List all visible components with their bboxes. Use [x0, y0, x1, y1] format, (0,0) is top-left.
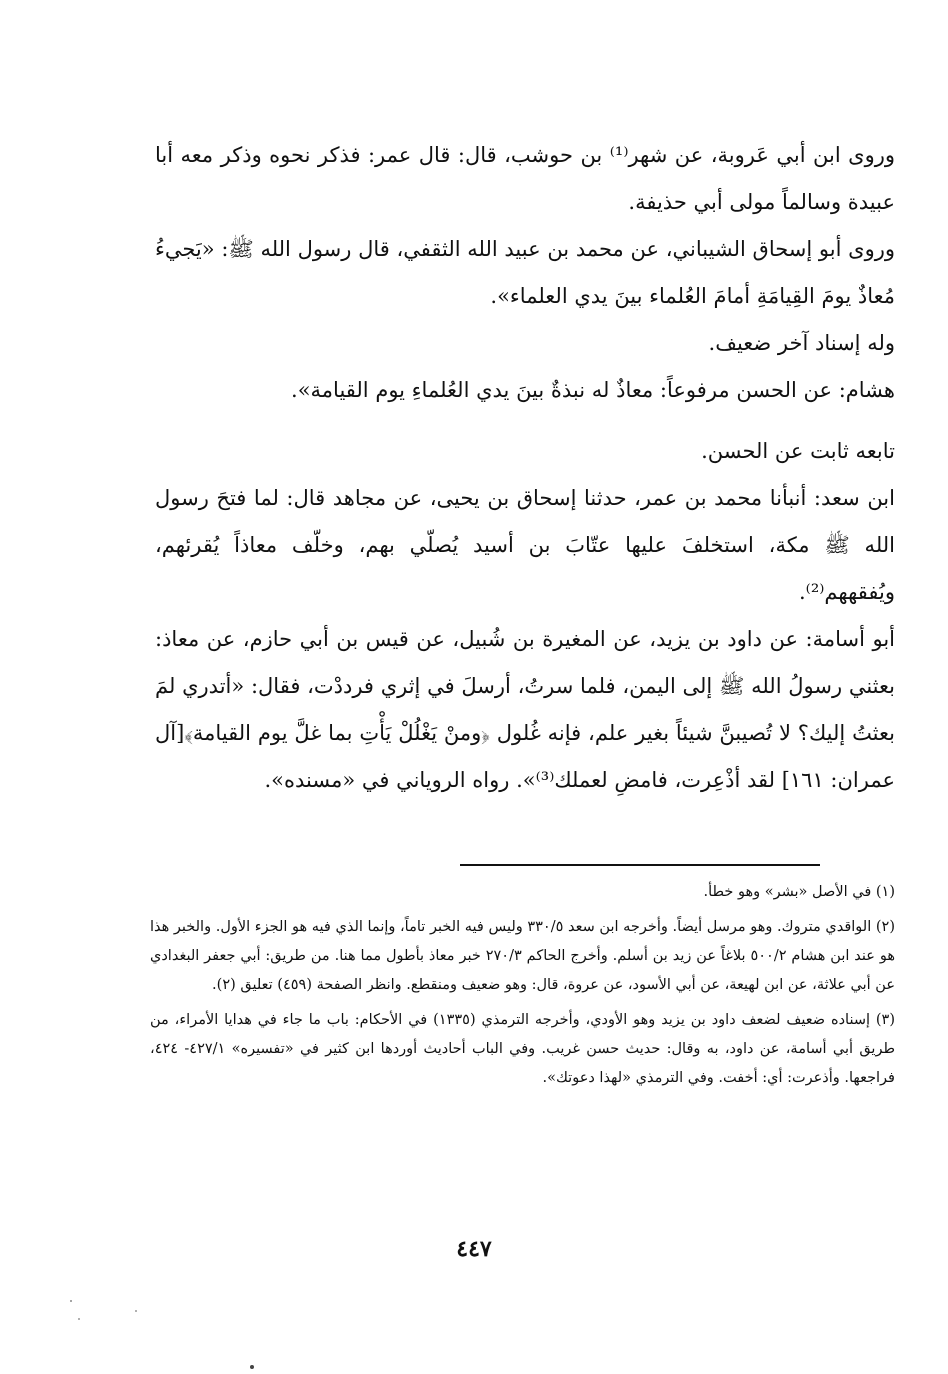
paragraph-2: وروى أبو إسحاق الشيباني، عن محمد بن عبيد الله الثقفي، قال رسول الله ﷺ: «يَجيءُ مُعاذٌ يومَ القِيامَةِ أمامَ العُلماء بينَ يدي العلماء». — [155, 237, 895, 308]
scan-speck — [135, 1310, 137, 1312]
main-text-block — [155, 132, 895, 804]
scan-speck — [250, 1365, 254, 1369]
footnote-2: (٢) الواقدي متروك. وهو مرسل أيضاً. وأخرجه ابن سعد ٣٣٠/٥ وليس فيه الخبر تاماً، وإنما الذي فيه هو الجزء الأول. والخبر هذا هو عند ابن هشام ٥٠٠/٢ بلاغاً عن زيد بن أسلم. وأخرج الحاكم ٢٧٠/٣ خبر معاذ بأطول مما هنا. من طريق: أبي جعفر البغدادي عن أبي علاثة، عن ابن لهيعة، عن أبي الأسود، عن عروة، قال: وهو ضعيف ومنقطع. وانظر الصفحة (٤٥٩) تعليق (٢). — [150, 919, 895, 993]
footnote-divider — [460, 864, 820, 866]
paragraph-5: تابعه ثابت عن الحسن. — [701, 439, 895, 463]
footnote-1: (١) في الأصل «بشر» وهو خطأ. — [703, 884, 895, 900]
footnotes-block — [150, 878, 895, 1099]
page-number: ٤٤٧ — [456, 1236, 492, 1262]
scan-speck — [70, 1300, 72, 1302]
paragraph-4: هشام: عن الحسن مرفوعاً: معاذٌ له نبذةٌ بينَ يدي العُلماءِ يوم القيامة». — [291, 378, 895, 402]
paragraph-7: أبو أسامة: عن داود بن يزيد، عن المغيرة بن شُبيل، عن قيس بن أبي حازم، عن معاذ: بعثني رسولُ الله ﷺ إلى اليمن، فلما سرتُ، أرسلَ في إثري فرددْت، فقال: «أتدري لمَ بعثتُ إليك؟ لا تُصيبنَّ شيئاً بغير علم، فإنه غُلول ﴿ومنْ يَغْلُلْ يَأْتِ بما غلَّ يوم القيامة﴾[آل عمران: ١٦١] لقد أذْعِرت، فامضِ لعملك⁽³⁾». رواه الروياني في «مسنده». — [155, 627, 895, 792]
paragraph-gap — [155, 414, 895, 428]
paragraph-1: وروى ابن أبي عَروبة، عن شهر⁽¹⁾ بن حوشب، قال: قال عمر: فذكر نحوه وذكر معه أبا عبيدة وسالماً مولى أبي حذيفة. — [155, 143, 895, 214]
paragraph-3: وله إسناد آخر ضعيف. — [708, 331, 895, 355]
scan-speck — [78, 1318, 80, 1320]
paragraph-6: ابن سعد: أنبأنا محمد بن عمر، حدثنا إسحاق بن يحيى، عن مجاهد قال: لما فتحَ رسول الله ﷺ مكة، استخلفَ عليها عتّابَ بن أسيد يُصلّي بهم، وخلّف معاذاً يُقرئهم، ويُفقههم⁽²⁾. — [155, 486, 895, 604]
footnote-3: (٣) إسناده ضعيف لضعف داود بن يزيد وهو الأودي، وأخرجه الترمذي (١٣٣٥) في الأحكام: باب ما جاء في هدايا الأمراء، من طريق أبي أسامة، عن داود، به وقال: حديث حسن غريب. وفي الباب أحاديث أوردها ابن كثير في «تفسيره» ٤٢٧/١- ٤٢٤، فراجعها. وأذعرت: أي: أخفت. وفي الترمذي «لهذا دعوتك». — [150, 1012, 896, 1086]
